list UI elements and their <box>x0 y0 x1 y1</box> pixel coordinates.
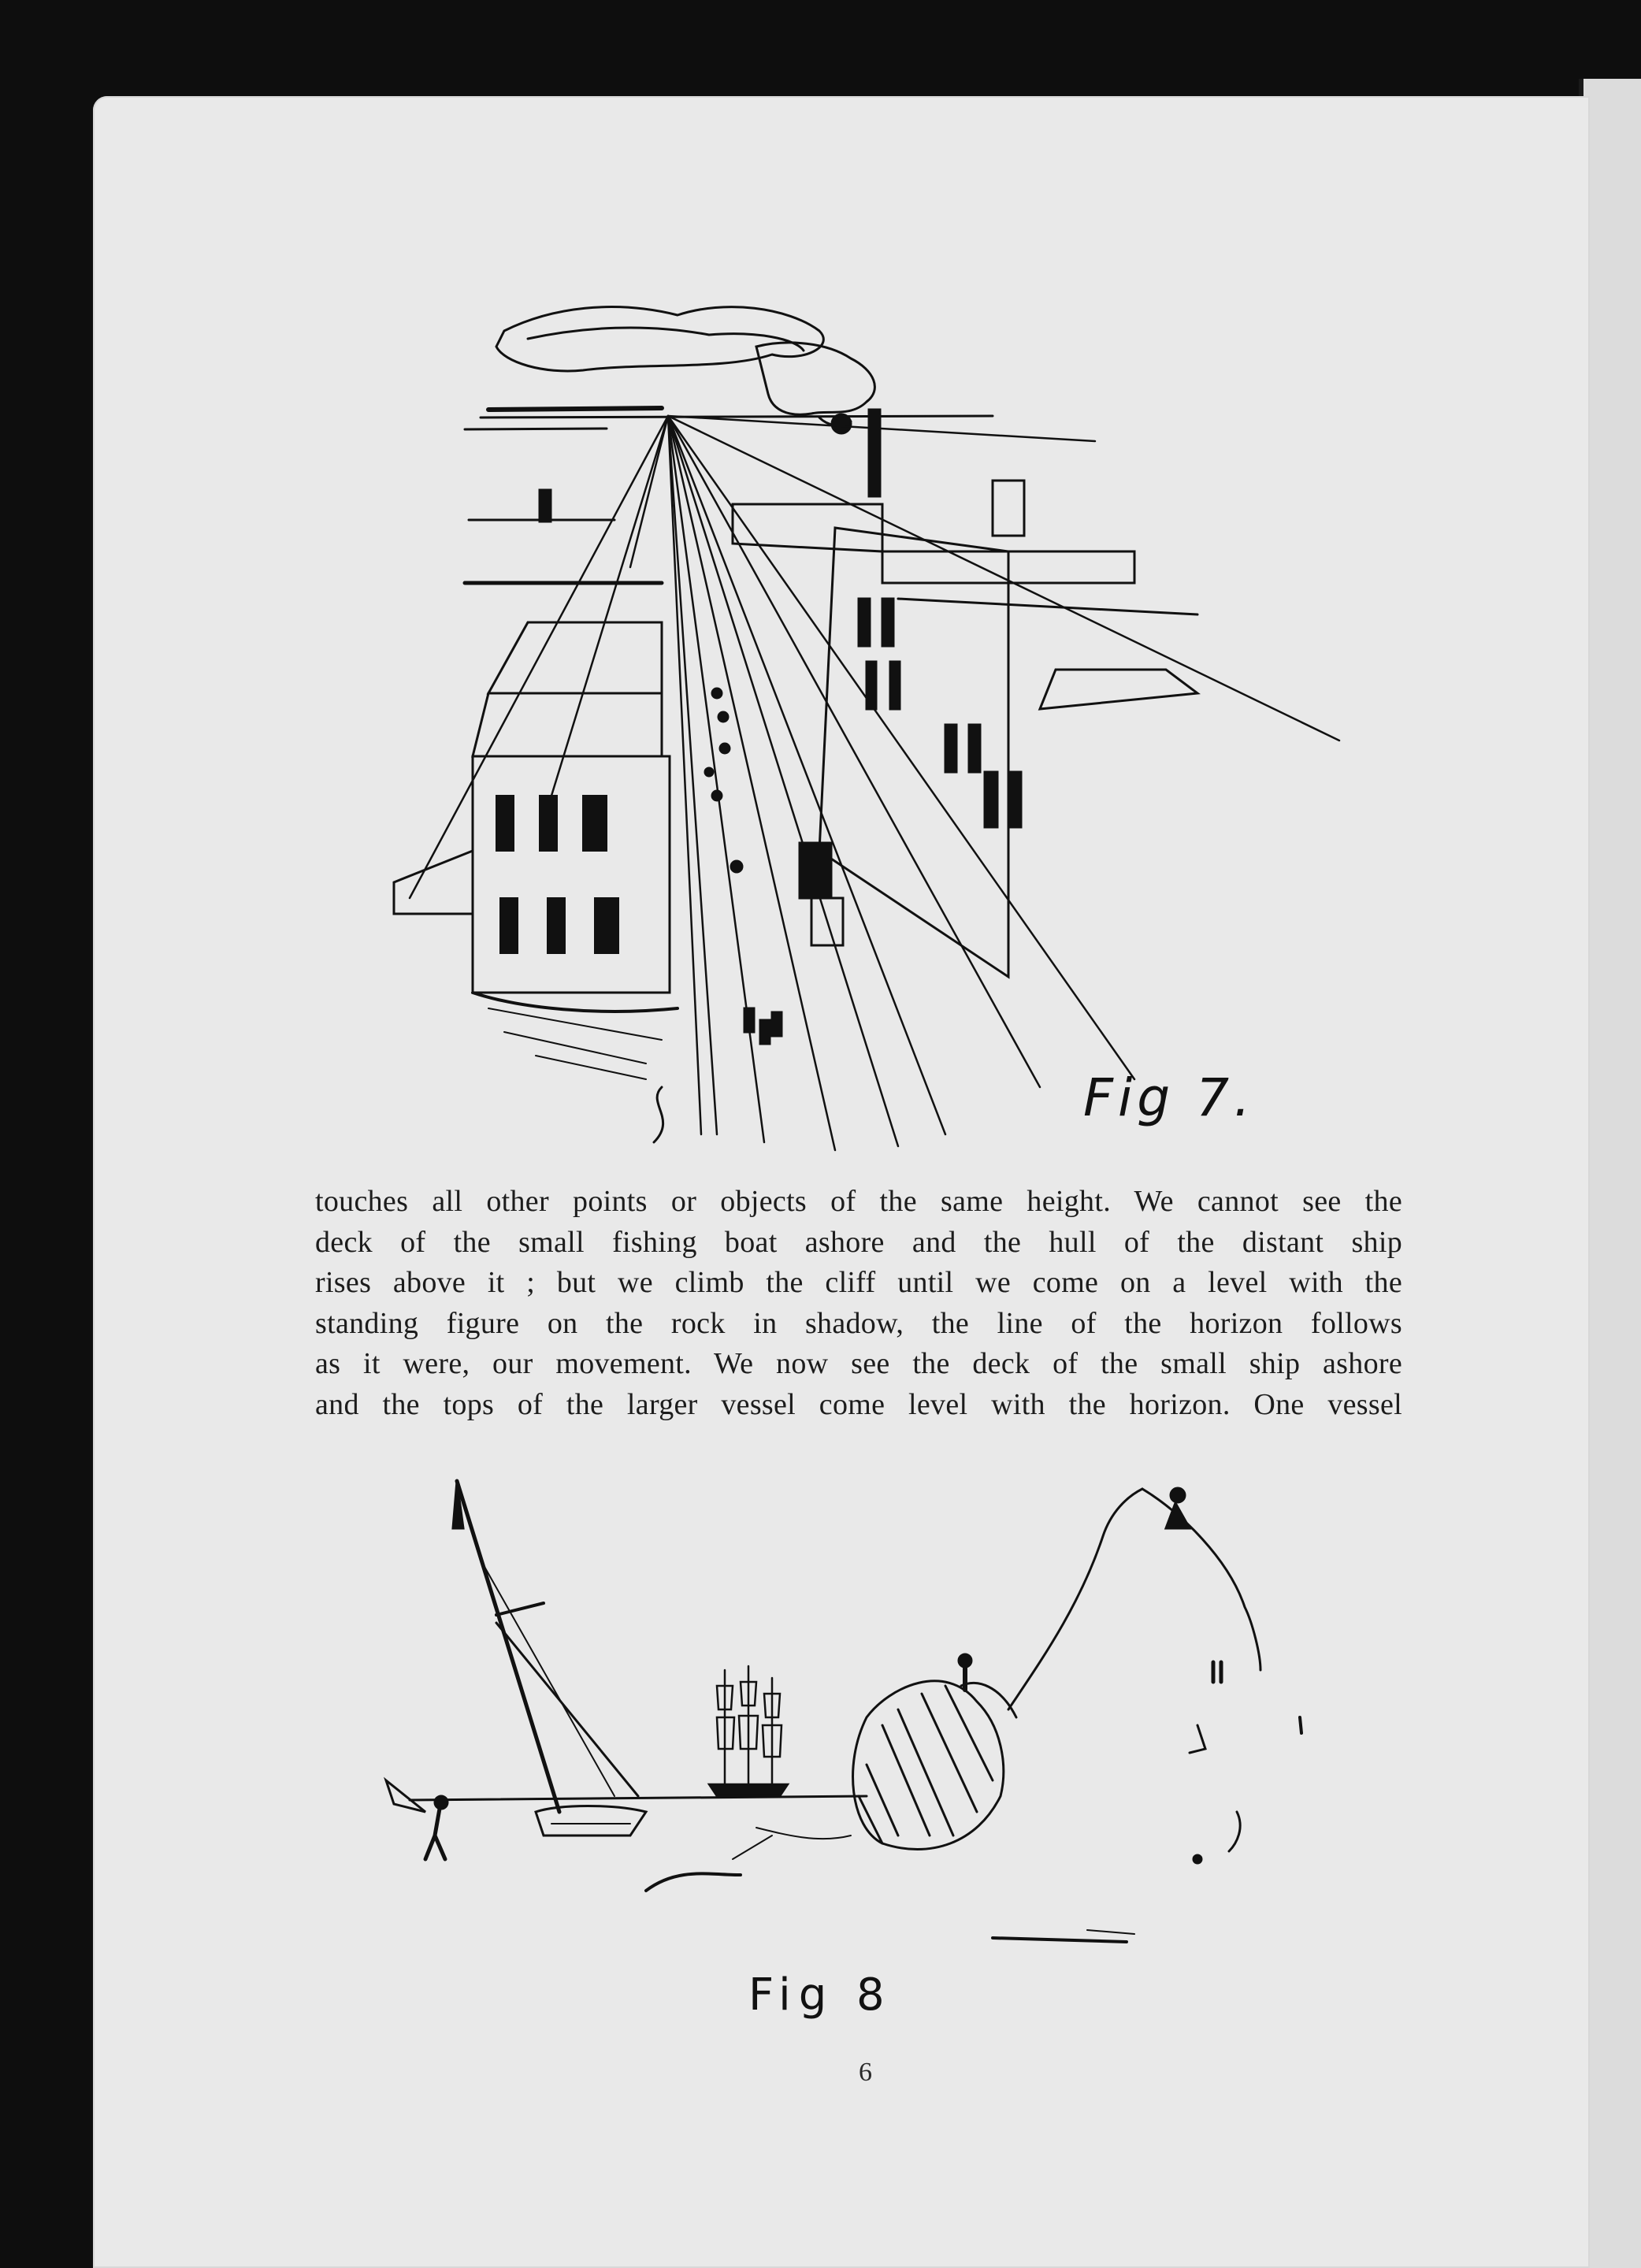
paragraph-line: as it were, our movement. We now see the deck of the small ship ashore <box>315 1347 1402 1380</box>
figure-8-caption: Fig 8 <box>748 1969 893 2021</box>
figure-7-street-perspective <box>347 284 1355 1174</box>
paragraph-line: touches all other points or objects of the same height. We cannot see the <box>315 1185 1402 1218</box>
body-paragraph <box>315 1182 1402 1425</box>
paragraph-line: rises above it ; but we climb the cliff until we come on a level with the <box>315 1266 1402 1299</box>
paragraph-line: standing figure on the rock in shadow, the line of the horizon follows <box>315 1306 1402 1340</box>
paragraph-line: deck of the small fishing boat ashore and the hull of the distant ship <box>315 1225 1402 1259</box>
figure-8-ships-and-cliff <box>378 1465 1371 1954</box>
figure-7-caption: Fig 7. <box>1083 1067 1256 1128</box>
page-number: 6 <box>859 2058 872 2087</box>
paragraph-line: and the tops of the larger vessel come level with the horizon. One vessel <box>315 1387 1402 1421</box>
